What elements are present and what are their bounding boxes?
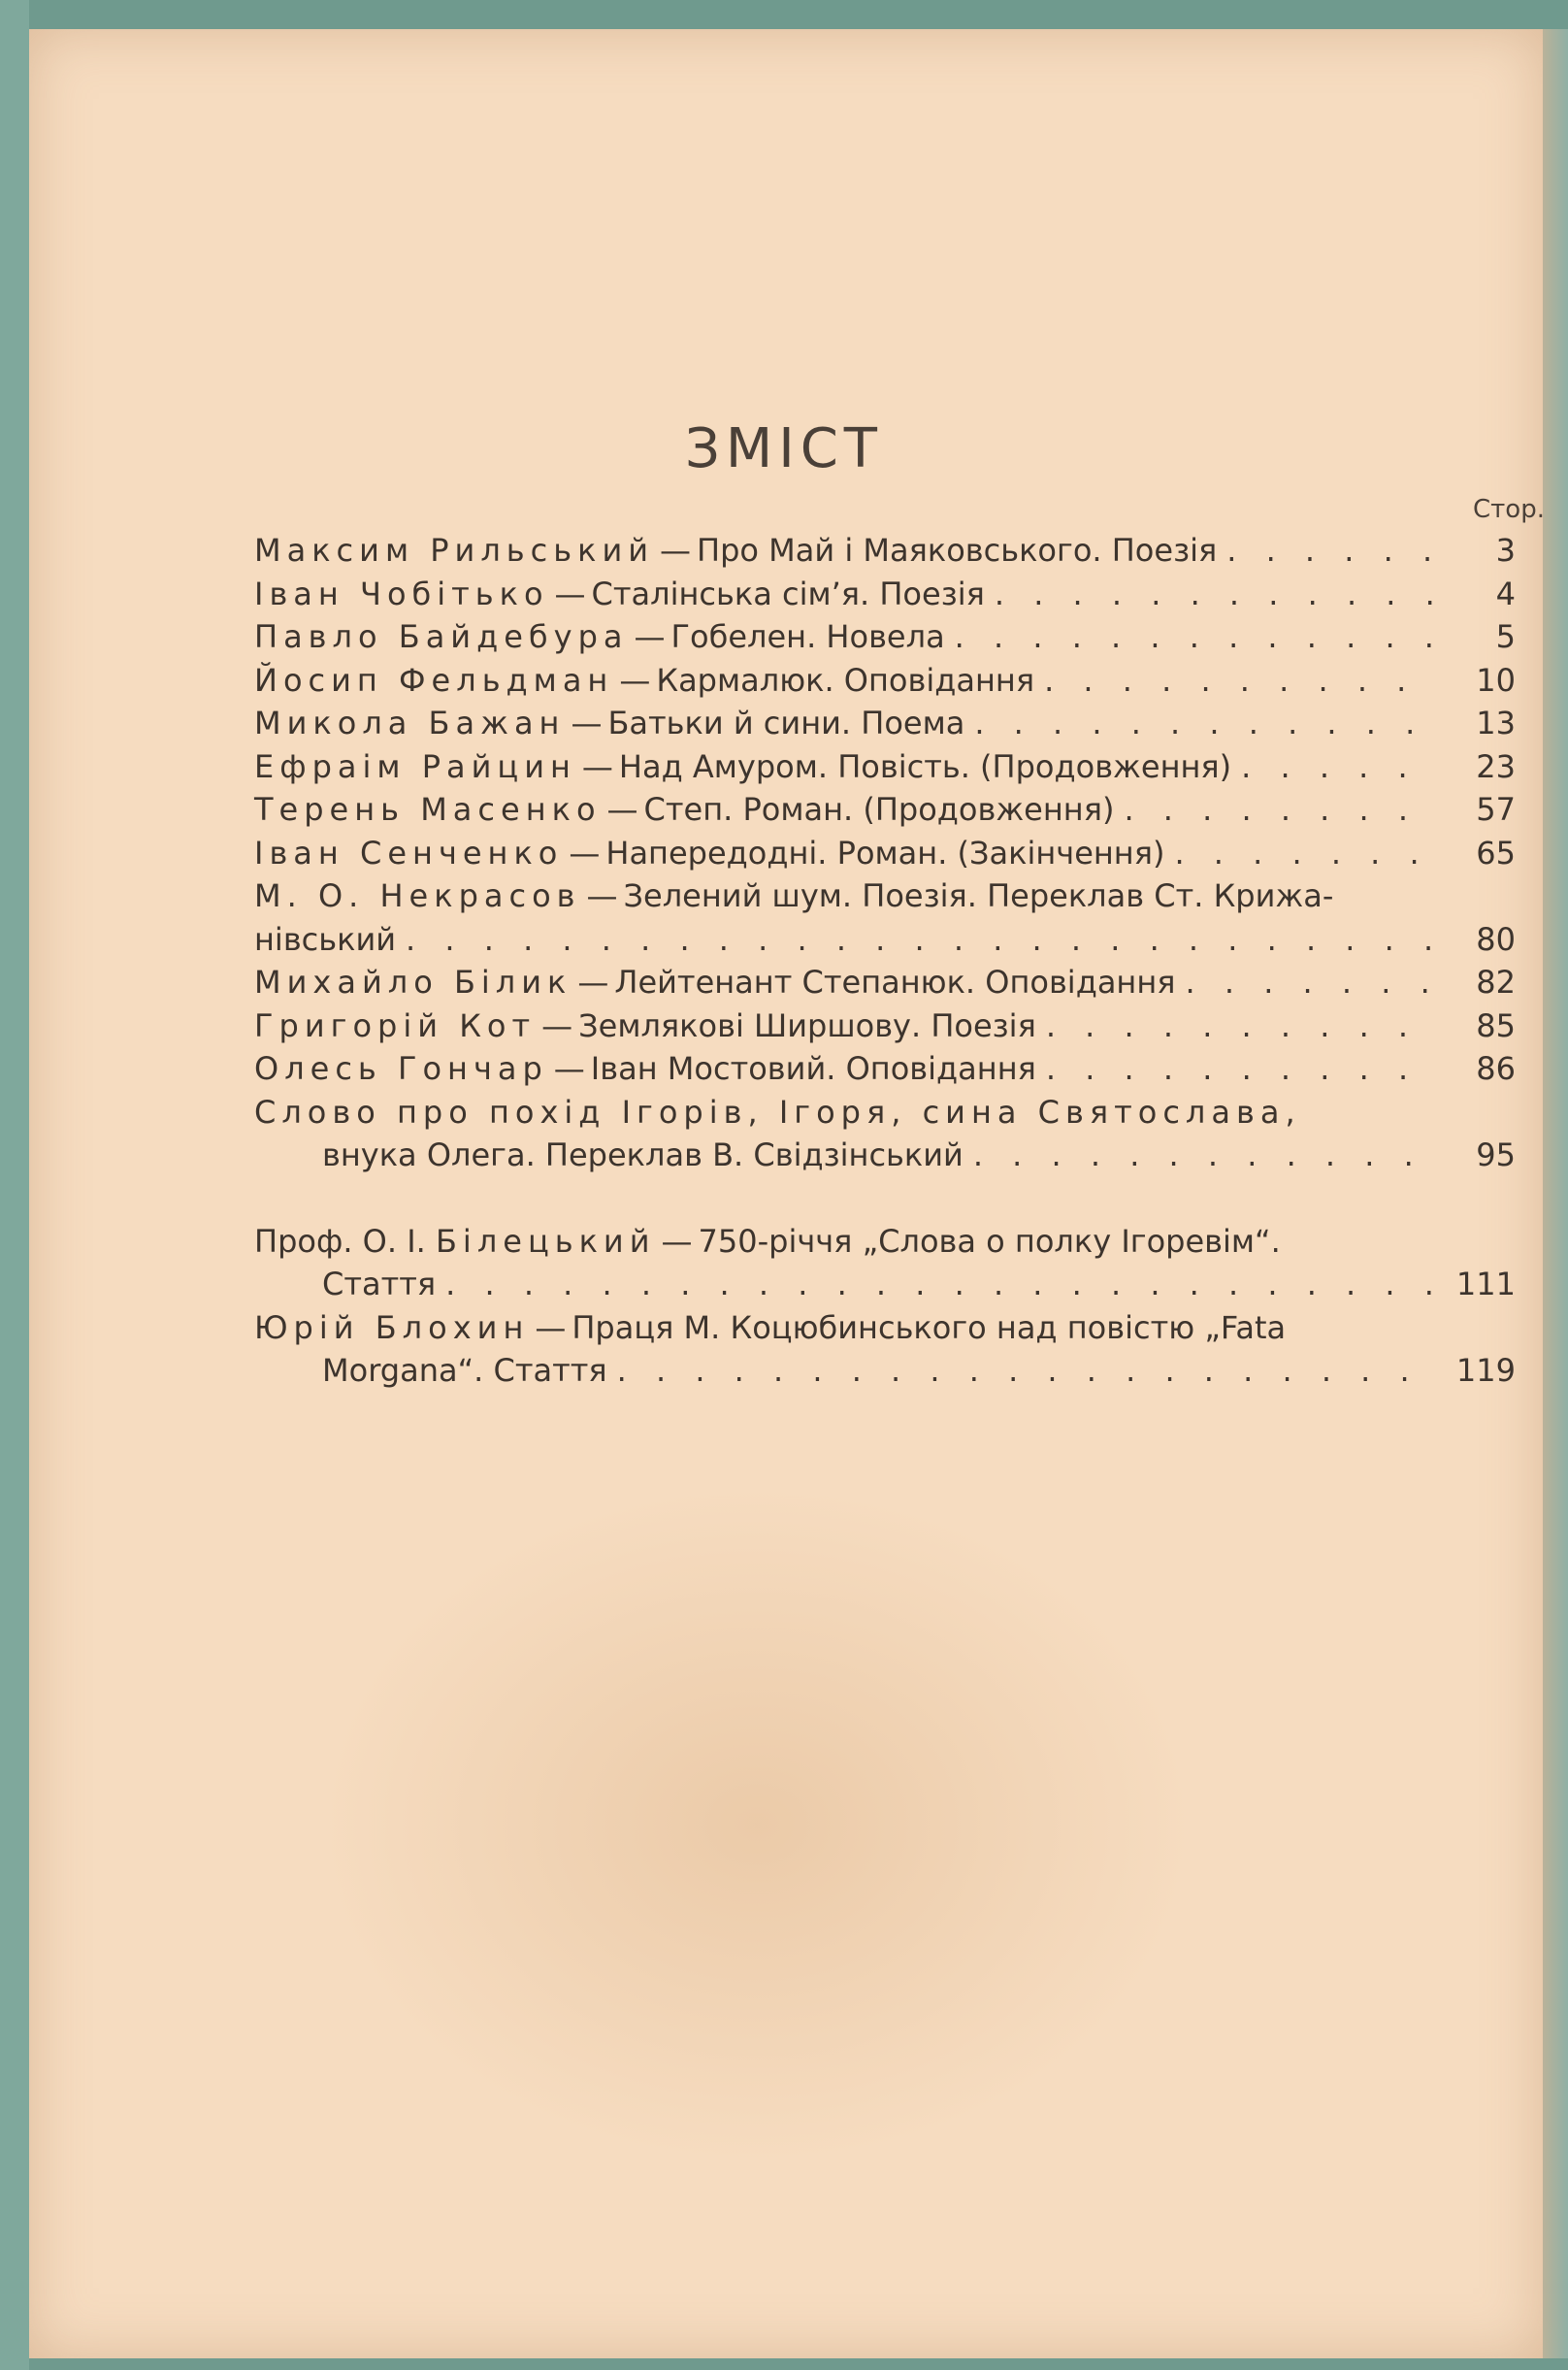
- dot-leader: [1241, 745, 1438, 789]
- toc-author: Ефраім Райцин: [254, 747, 576, 785]
- toc-work: 750-річчя „Слова о полку Ігоревім“.: [698, 1222, 1281, 1260]
- toc-author: Юрій Блохин: [254, 1308, 530, 1346]
- toc-entry: Павло Байдебура — Гобелен. Новела . . . 5: [254, 615, 1516, 659]
- toc-author: Олесь Гончар: [254, 1050, 548, 1087]
- toc-page: 86: [1476, 1050, 1516, 1087]
- toc-work: Кармалюк. Оповідання: [656, 661, 1035, 699]
- toc-page: 23: [1476, 747, 1516, 785]
- toc-entry: Микола Бажан — Батьки й сини. Поема . . . 13: [254, 702, 1516, 745]
- page-title: ЗМІСТ: [684, 417, 884, 480]
- toc-work: Про Май і Маяковського. Поезія: [697, 532, 1218, 569]
- toc-author: Білецький: [435, 1222, 656, 1260]
- toc-entry-continuation: [254, 1134, 1516, 1177]
- toc-article: Юрій Блохин — Праця М. Коцюбинського над повістю „Fata: [254, 1306, 1516, 1350]
- toc-author: Григорій Кот: [254, 1006, 537, 1044]
- toc-page: 85: [1476, 1006, 1516, 1044]
- toc-author: Іван Сенченко: [254, 834, 564, 872]
- toc-page: 95: [1476, 1136, 1516, 1173]
- toc-work: Лейтенант Степанюк. Оповідання: [614, 964, 1176, 1001]
- toc-entry: М. О. Некрасов — Зелений шум. Поезія. Переклав Ст. Крижа-: [254, 874, 1516, 918]
- toc-work: Землякові Ширшову. Поезія: [578, 1006, 1036, 1044]
- toc-work-continuation: внука Олега. Переклав В. Свідзінський: [322, 1136, 964, 1173]
- toc-work-continuation: Morgana“. Стаття: [322, 1352, 607, 1389]
- dot-leader: [1044, 659, 1438, 703]
- toc-work-continuation: Стаття: [322, 1266, 437, 1302]
- toc-author: Михайло Білик: [254, 964, 572, 1001]
- dot-leader: [955, 615, 1438, 659]
- dot-leader: [1046, 1047, 1438, 1091]
- toc-author: Терень Масенко: [254, 791, 602, 828]
- toc-author: Микола Бажан: [254, 705, 566, 741]
- toc-page: 3: [1495, 532, 1516, 569]
- toc-author: Слово про похід Ігорів, Ігоря, сина Святослава,: [254, 1093, 1301, 1131]
- toc-work: Гобелен. Новела: [670, 618, 945, 655]
- toc-page: 82: [1476, 964, 1516, 1001]
- dot-leader: [974, 702, 1438, 745]
- toc-page: 5: [1495, 618, 1516, 655]
- toc-entry: Михайло Білик — Лейтенант Степанюк. Оповідання . . . 82: [254, 961, 1516, 1004]
- toc-page: 10: [1476, 661, 1516, 699]
- toc-entry: Іван Сенченко — Напередодні. Роман. (Закінчення) . . . 65: [254, 832, 1516, 875]
- toc-page: 119: [1455, 1352, 1516, 1389]
- toc-entry: Терень Масенко — Степ. Роман. (Продовження) . . . 57: [254, 788, 1516, 832]
- toc-entry: Григорій Кот — Землякові Ширшову. Поезія . . . 85: [254, 1004, 1516, 1048]
- dot-leader: [406, 918, 1438, 962]
- toc-author-prefix: Проф. О. І.: [254, 1222, 426, 1260]
- toc-page: 13: [1476, 705, 1516, 741]
- toc-work: Праця М. Коцюбинського над повістю „Fata: [572, 1308, 1287, 1346]
- toc-article-continuation: [254, 1349, 1516, 1393]
- toc-work: Іван Мостовий. Оповідання: [590, 1050, 1036, 1087]
- toc-work: Батьки й сини. Поема: [607, 705, 965, 741]
- section-gap: [254, 1177, 1516, 1220]
- toc-author: Іван Чобітько: [254, 575, 549, 612]
- toc-entry: Максим Рильський — Про Май і Маяковського. Поезія . . . 3: [254, 529, 1516, 573]
- dot-leader: [995, 573, 1438, 616]
- table-of-contents: [254, 529, 1516, 1393]
- toc-page: 111: [1455, 1266, 1516, 1302]
- paper-stain: [320, 1485, 1193, 2164]
- toc-article-continuation: [254, 1263, 1516, 1306]
- toc-work: Сталінська сім’я. Поезія: [591, 575, 985, 612]
- toc-article: Проф. О. І. Білецький — 750-річчя „Слова о полку Ігоревім“.: [254, 1220, 1516, 1264]
- toc-entry: Іван Чобітько — Сталінська сім’я. Поезія . . . 4: [254, 573, 1516, 616]
- dot-leader: [1186, 961, 1438, 1004]
- dot-leader: [1046, 1004, 1438, 1048]
- toc-work-continuation: нівський: [254, 920, 397, 958]
- book-spine: [0, 0, 29, 2370]
- toc-page: 65: [1476, 834, 1516, 872]
- dot-leader: [445, 1263, 1438, 1306]
- dot-leader: [617, 1349, 1438, 1393]
- toc-page: 4: [1495, 575, 1516, 612]
- toc-work: Над Амуром. Повість. (Продовження): [618, 747, 1232, 785]
- dot-leader: [973, 1134, 1438, 1177]
- dot-leader: [1174, 832, 1438, 875]
- dot-leader: [1124, 788, 1438, 832]
- toc-entry: Ефраім Райцин — Над Амуром. Повість. (Продовження) . . . 23: [254, 745, 1516, 789]
- toc-entry: Йосип Фельдман — Кармалюк. Оповідання . . . 10: [254, 659, 1516, 703]
- toc-author: Йосип Фельдман: [254, 661, 614, 699]
- dot-leader: [1226, 529, 1438, 573]
- toc-work: Степ. Роман. (Продовження): [643, 791, 1115, 828]
- toc-entry-continuation: [254, 918, 1516, 962]
- toc-author: М. О. Некрасов: [254, 877, 581, 914]
- toc-entry: [254, 1091, 1516, 1135]
- toc-author: Павло Байдебура: [254, 618, 629, 655]
- toc-entry: Олесь Гончар — Іван Мостовий. Оповідання . . . 86: [254, 1047, 1516, 1091]
- toc-page: 80: [1476, 920, 1516, 958]
- toc-work: Зелений шум. Поезія. Переклав Ст. Крижа-: [623, 877, 1334, 914]
- toc-author: Максим Рильський: [254, 532, 655, 569]
- page-column-label: Стор.: [1473, 495, 1545, 524]
- toc-work: Напередодні. Роман. (Закінчення): [605, 834, 1165, 872]
- toc-page: 57: [1476, 791, 1516, 828]
